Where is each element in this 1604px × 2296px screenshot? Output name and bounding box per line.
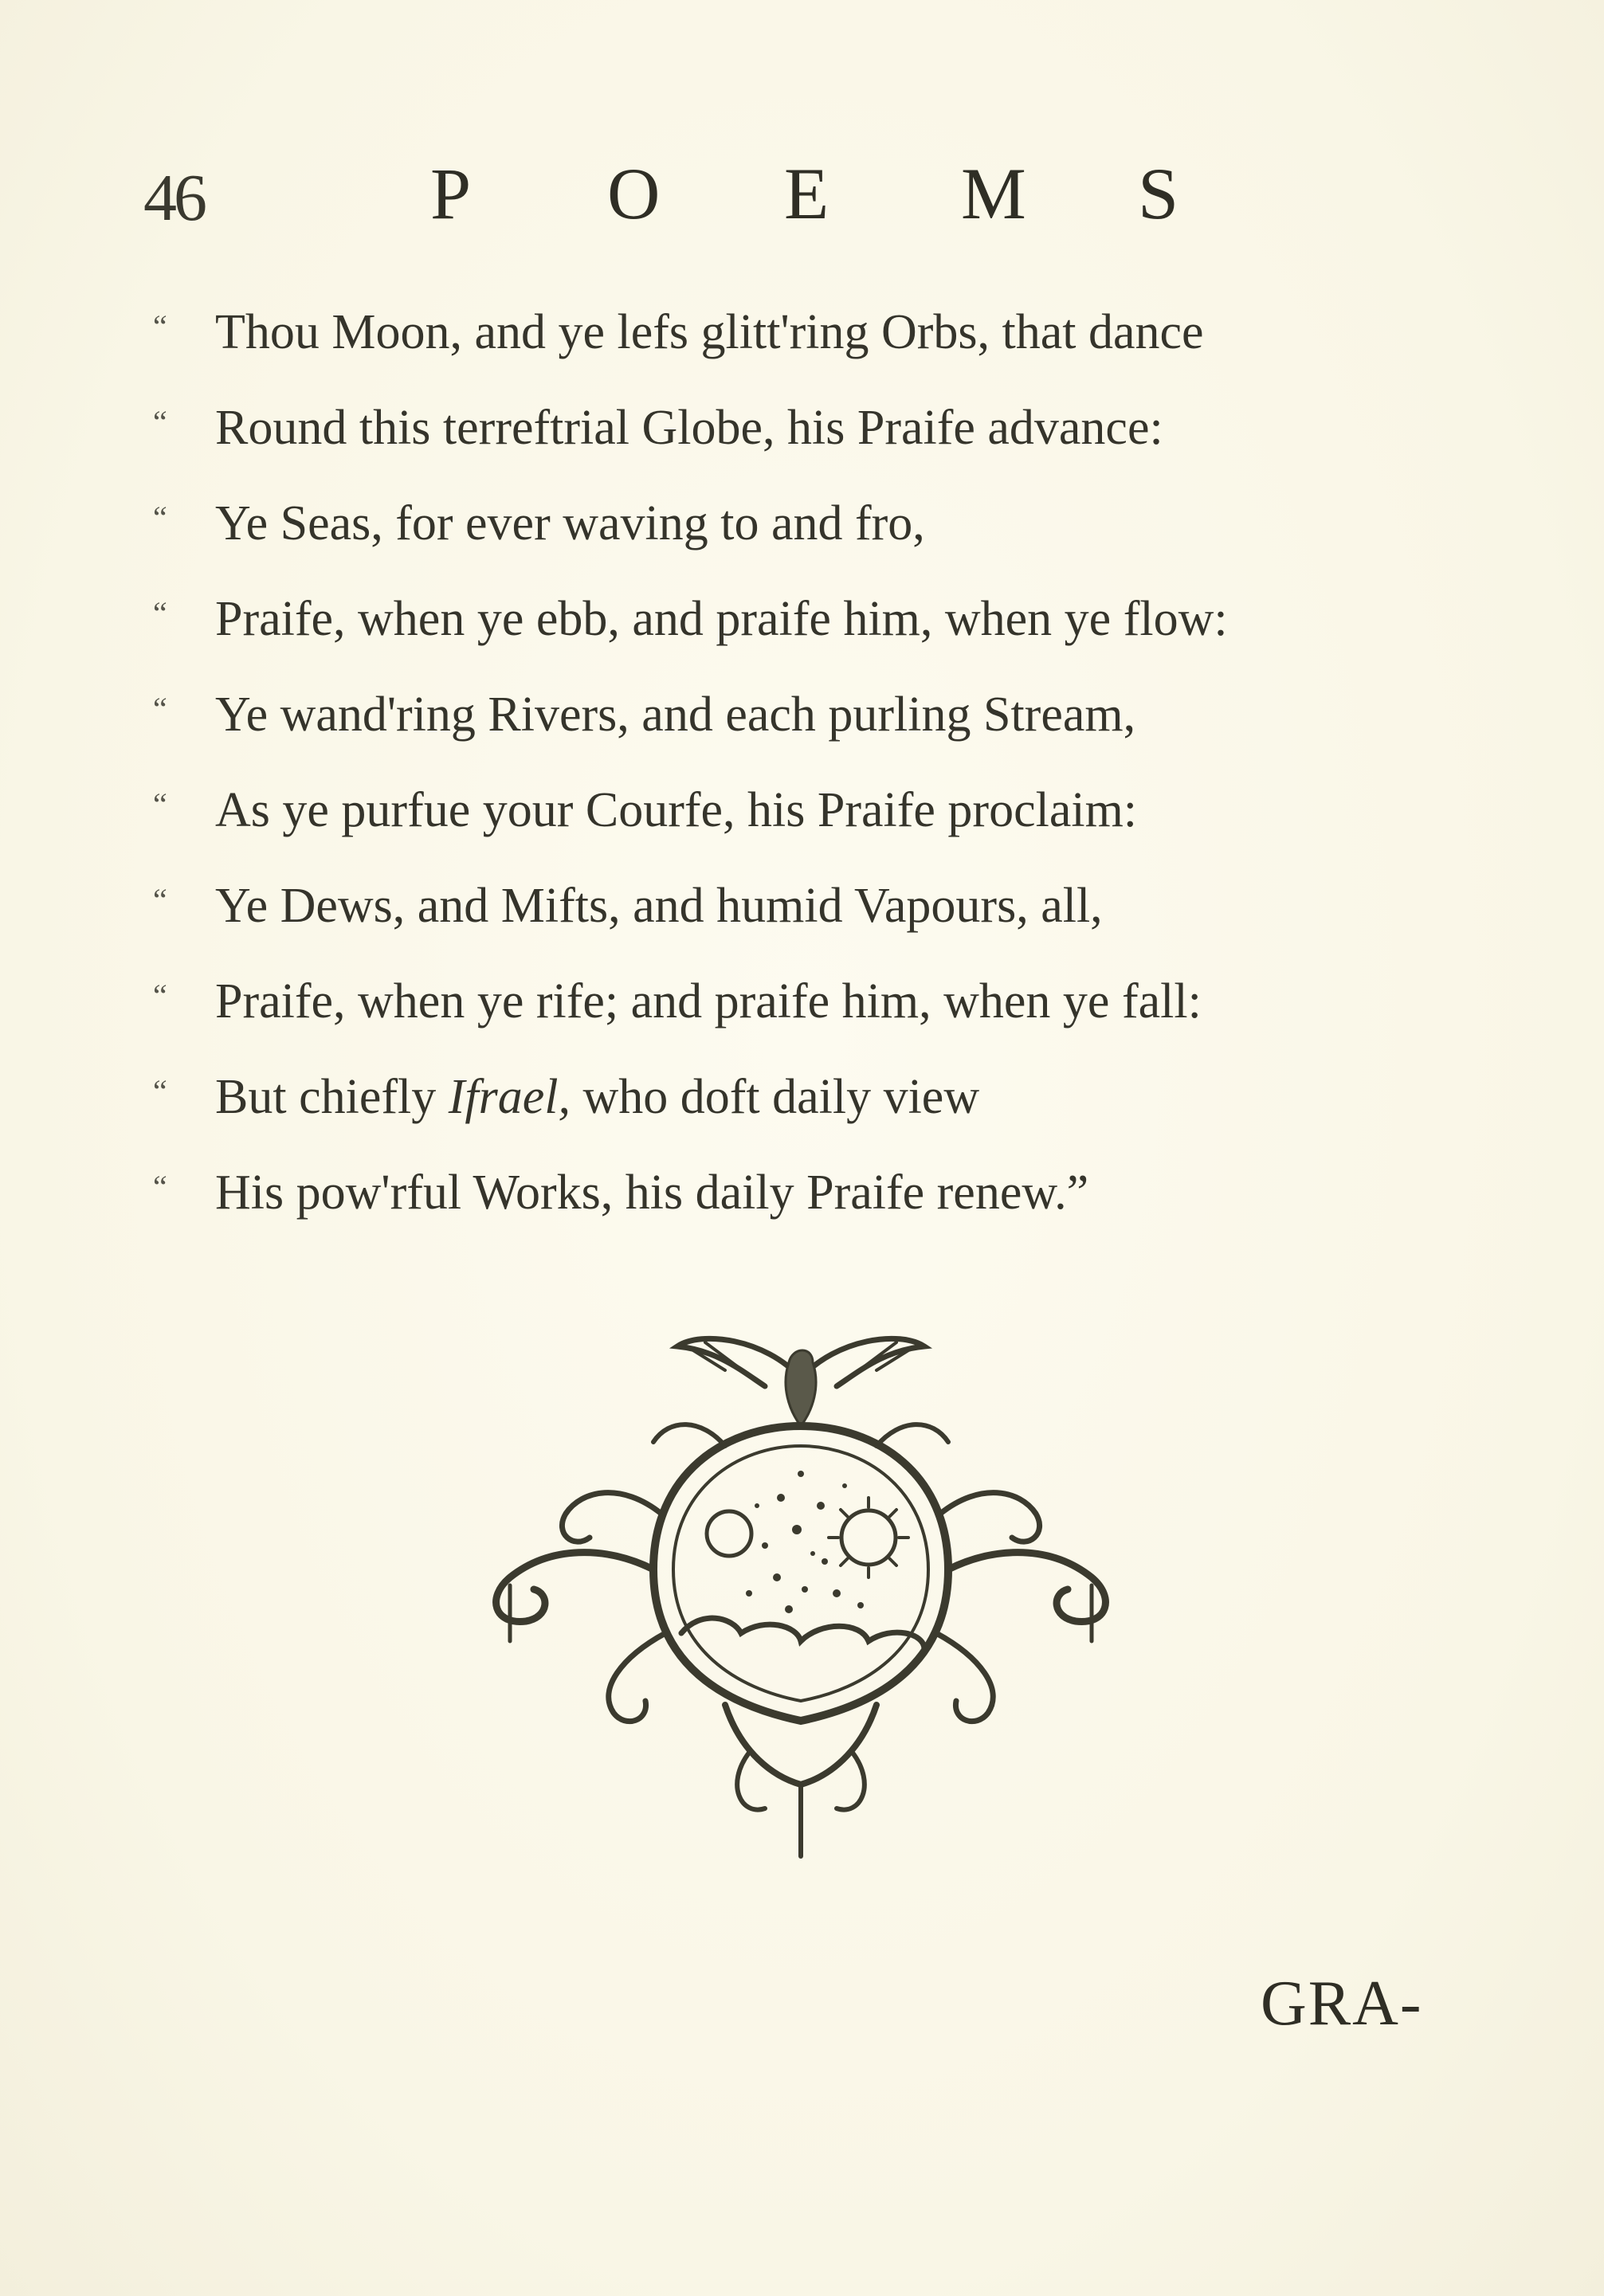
verse-line-text: Thou Moon, and ye lefs glitt'ring Orbs, that dance [215, 305, 1204, 359]
scroll-left [496, 1553, 653, 1622]
open-quote-mark: “ [153, 308, 167, 344]
verse-line [153, 669, 1460, 765]
verse-line [153, 860, 1460, 956]
verse-block [153, 287, 1460, 1243]
open-quote-mark: “ [153, 1169, 167, 1205]
open-quote-mark: “ [153, 978, 167, 1013]
catchword: GRA- [1261, 1969, 1423, 2039]
verse-line-text: who doft daily view [570, 1070, 980, 1124]
verse-line-text: But chiefly [215, 1070, 449, 1124]
verse-line-text: His pow'rful Works, his daily Praife renew.” [215, 1166, 1089, 1220]
verse-line [153, 1147, 1460, 1243]
verse-line-text: Round this terreftrial Globe, his Praife advance: [215, 401, 1163, 455]
eagle-cartouche-ornament-icon [462, 1307, 1139, 1880]
verse-line-text: As ye purfue your Courfe, his Praife proclaim: [215, 783, 1138, 837]
open-quote-mark: “ [153, 691, 167, 727]
title-letter: P [430, 153, 472, 234]
open-quote-mark: “ [153, 882, 167, 918]
eagle-wing-right [801, 1338, 924, 1386]
eagle-body [786, 1350, 816, 1426]
verse-line-text: Ye Dews, and Mifts, and humid Vapours, all, [215, 879, 1103, 933]
open-quote-mark: “ [153, 500, 167, 535]
verse-line [153, 956, 1460, 1052]
verse-line-text: Ye Seas, for ever waving to and fro, [215, 496, 925, 550]
verse-line [153, 574, 1460, 669]
scroll-right [948, 1553, 1105, 1622]
verse-line-text: Ye wand'ring Rivers, and each purling Stream, [215, 688, 1136, 742]
open-quote-mark: “ [153, 1073, 167, 1109]
eagle-wing-left [677, 1338, 801, 1386]
verse-line [153, 382, 1460, 478]
open-quote-mark: “ [153, 786, 167, 822]
title-letter: E [784, 153, 829, 234]
title-letter: S [1138, 153, 1179, 234]
verse-line [153, 478, 1460, 574]
verse-line-text: Praife, when ye ebb, and praife him, when ye flow: [215, 592, 1228, 646]
open-quote-mark: “ [153, 595, 167, 631]
running-title [430, 151, 1315, 236]
title-letter: O [607, 153, 661, 234]
moon-icon [707, 1511, 751, 1556]
verse-line [153, 1052, 1460, 1147]
verse-line-text: Praife, when ye rife; and praife him, when ye fall: [215, 974, 1202, 1028]
page-header [143, 151, 1386, 239]
verse-line [153, 287, 1460, 382]
cartouche-frame [653, 1426, 948, 1721]
sun-icon [841, 1510, 896, 1565]
page-number: 46 [143, 161, 204, 235]
stars [746, 1471, 864, 1613]
open-quote-mark: “ [153, 404, 167, 440]
title-letter: M [961, 153, 1026, 234]
clouds [681, 1618, 924, 1649]
verse-line [153, 765, 1460, 860]
italic-name: Ifrael, [448, 1070, 571, 1124]
